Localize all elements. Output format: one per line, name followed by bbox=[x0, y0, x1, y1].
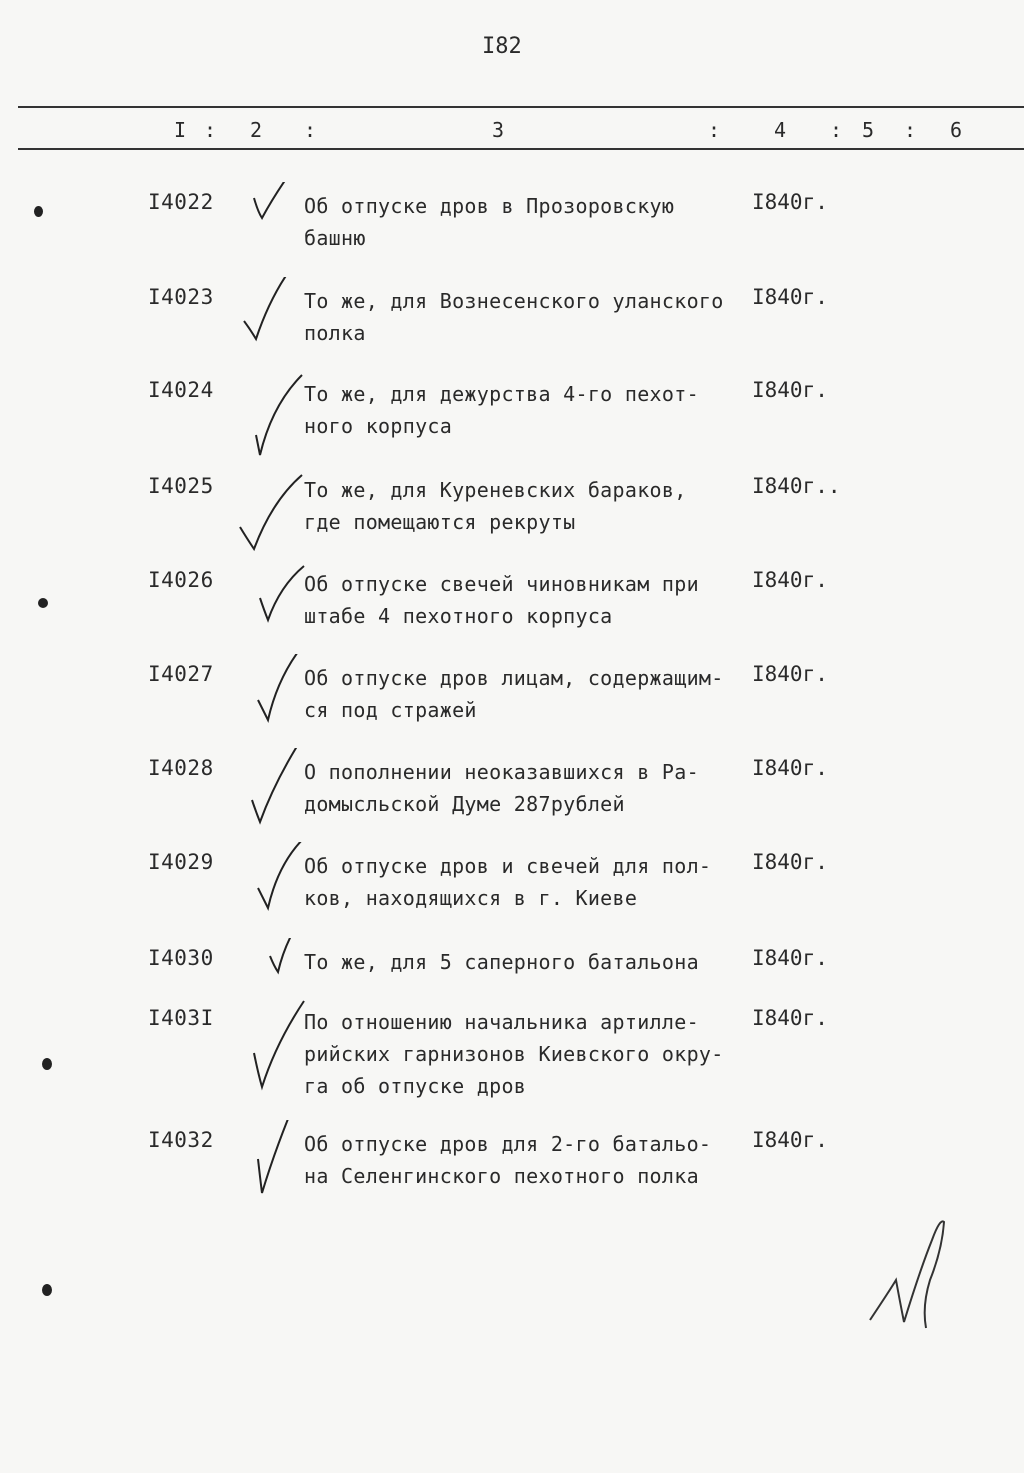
entry-year: I840г. bbox=[752, 1006, 828, 1030]
entry-year: I840г. bbox=[752, 756, 828, 780]
entry-year: I840г. bbox=[752, 946, 828, 970]
header-rule-top bbox=[18, 106, 1024, 108]
entry-description: Об отпуске дров и свечей для пол- ков, находящихся в г. Киеве bbox=[304, 854, 712, 910]
checkmark-icon bbox=[236, 182, 306, 262]
entry-description: Об отпуске свечей чиновникам при штабе 4 пехотного корпуса bbox=[304, 572, 699, 628]
column-separator: : bbox=[904, 118, 917, 142]
column-header-1: I bbox=[174, 118, 187, 142]
entry-number: I4029 bbox=[148, 850, 214, 874]
checkmark-icon bbox=[236, 654, 306, 734]
entry-description: По отношению начальника артилле- рийских гарнизонов Киевского окру- га об отпуске дров bbox=[304, 1010, 724, 1098]
entry-number: I4022 bbox=[148, 190, 214, 214]
entry-number: I4027 bbox=[148, 662, 214, 686]
column-header-4: 4 bbox=[774, 118, 787, 142]
entry-description: То же, для Куреневских бараков, где помещаются рекруты bbox=[304, 478, 687, 534]
margin-hole bbox=[34, 206, 43, 217]
entry-number: I4032 bbox=[148, 1128, 214, 1152]
entry-number: I4030 bbox=[148, 946, 214, 970]
entry-year: I840г. bbox=[752, 285, 828, 309]
entry-description: То же, для Вознесенского уланского полка bbox=[304, 289, 724, 345]
entry-number: I4026 bbox=[148, 568, 214, 592]
entry-year: I840г.. bbox=[752, 474, 841, 498]
header-rule-bottom bbox=[18, 148, 1024, 150]
column-header-5: 5 bbox=[862, 118, 875, 142]
checkmark-icon bbox=[236, 1120, 306, 1220]
margin-hole bbox=[42, 1058, 52, 1070]
entry-year: I840г. bbox=[752, 378, 828, 402]
entry-description: Об отпуске дров в Прозоровскую башню bbox=[304, 194, 675, 250]
entry-number: I4023 bbox=[148, 285, 214, 309]
column-header-6: 6 bbox=[950, 118, 963, 142]
margin-hole bbox=[38, 598, 48, 608]
entry-description: Об отпуске дров лицам, содержащим- ся под стражей bbox=[304, 666, 724, 722]
column-separator: : bbox=[204, 118, 217, 142]
page-number: I82 bbox=[482, 34, 522, 59]
entry-number: I403I bbox=[148, 1006, 214, 1030]
margin-hole bbox=[42, 1284, 52, 1296]
checkmark-icon bbox=[236, 998, 306, 1098]
column-separator: : bbox=[708, 118, 721, 142]
checkmark-icon bbox=[236, 748, 306, 828]
checkmark-icon bbox=[236, 560, 306, 640]
entry-year: I840г. bbox=[752, 662, 828, 686]
checkmark-icon bbox=[236, 370, 306, 460]
entry-number: I4028 bbox=[148, 756, 214, 780]
entry-number: I4024 bbox=[148, 378, 214, 402]
handwritten-mark-icon bbox=[860, 1210, 970, 1340]
entry-description: То же, для 5 саперного батальона bbox=[304, 950, 699, 974]
entry-description: О пополнении неоказавшихся в Ра- домысльской Думе 287рублей bbox=[304, 760, 699, 816]
column-separator: : bbox=[304, 118, 317, 142]
entry-year: I840г. bbox=[752, 190, 828, 214]
entry-number: I4025 bbox=[148, 474, 214, 498]
entry-description: Об отпуске дров для 2-го батальо- на Селенгинского пехотного полка bbox=[304, 1132, 712, 1188]
checkmark-icon bbox=[236, 842, 306, 922]
column-header-2: 2 bbox=[250, 118, 263, 142]
entry-description: То же, для дежурства 4-го пехот- ного корпуса bbox=[304, 382, 699, 438]
entry-year: I840г. bbox=[752, 850, 828, 874]
entry-year: I840г. bbox=[752, 1128, 828, 1152]
checkmark-icon bbox=[236, 277, 306, 357]
column-header-3: 3 bbox=[492, 118, 505, 142]
checkmark-icon bbox=[236, 466, 306, 556]
column-separator: : bbox=[830, 118, 843, 142]
entry-year: I840г. bbox=[752, 568, 828, 592]
